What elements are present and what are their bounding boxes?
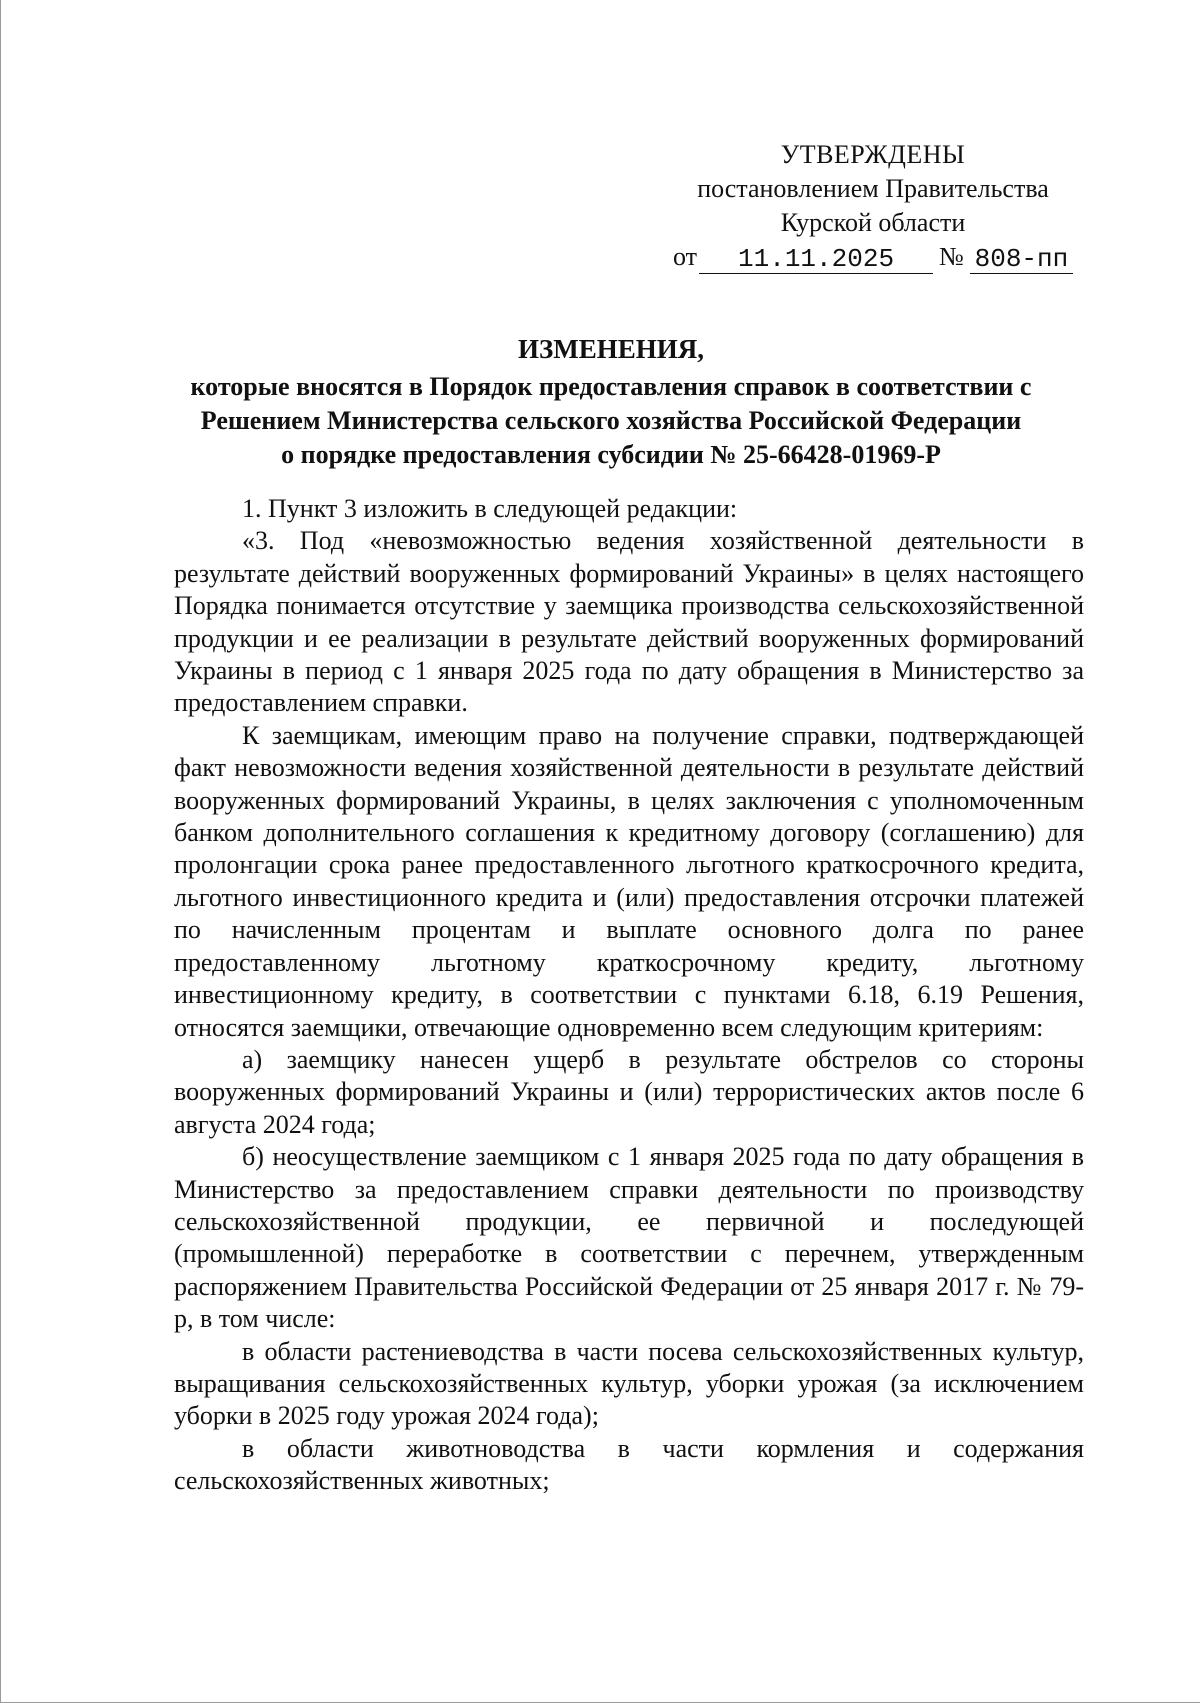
paragraph-6: в области растениеводства в части посева сельскохозяйственных культур, выращивания сельскохозяйственных культур, уборки урожая (за исключением уборки в 2025 году урожая 2024 года);	[174, 1336, 1084, 1431]
approval-line-1: постановлением Правительства	[697, 174, 1049, 203]
heading-line-3: о порядке предоставления субсидии № 25-66428-01969-Р	[281, 440, 941, 469]
date-value: 11.11.2025	[699, 245, 933, 274]
heading-title: ИЗМЕНЕНИЯ,	[517, 334, 704, 364]
paragraph-4: а) заемщику нанесен ущерб в результате обстрелов со стороны вооруженных формирований Украины и (или) террористических актов после 6 августа 2024 года;	[174, 1044, 1084, 1139]
approval-line-2: Курской области	[780, 208, 966, 237]
document-heading	[151, 332, 1071, 472]
approval-date-line	[673, 240, 1073, 274]
date-label: от	[673, 242, 698, 271]
number-value: 808-пп	[970, 245, 1073, 274]
paragraph-2: «3. Под «невозможностью ведения хозяйственной деятельности в результате действий вооруженных формирований Украины» в целях настоящего Порядка понимается отсутствие у заемщика производства сельскохозяйственной продукции и ее реализации в результате действий вооруженных формирований Украины в период с 1 января 2025 года по дату обращения в Министерство за предоставлением справки.	[174, 526, 1084, 718]
paragraph-5: б) неосуществление заемщиком с 1 января 2025 года по дату обращения в Министерство за предоставлением справки деятельности по производству сельскохозяйственной продукции, ее первичной и последующей (промышленной) переработке в соответствии с перечнем, утвержденным распоряжением Правительства Российской Федерации от 25 января 2017 г. № 79-р, в том числе:	[174, 1142, 1084, 1334]
heading-line-1: которые вносятся в Порядок предоставления справок в соответствии с	[190, 372, 1032, 401]
paragraph-1: 1. Пункт 3 изложить в следующей редакции:	[242, 494, 738, 523]
paragraph-3: К заемщикам, имеющим право на получение справки, подтверждающей факт невозможности ведения хозяйственной деятельности в результате действий вооруженных формирований Украины, в целях заключения с уполномоченным банком дополнительного соглашения к кредитному договору (соглашению) для пролонгации срока ранее предоставленного льготного краткосрочного кредита, льготного инвестиционного кредита и (или) предоставления отсрочки платежей по начисленным процентам и выплате основного долга по ранее предоставленному льготному краткосрочному кредиту, льготному инвестиционному кредиту, в соответствии с пунктами 6.18, 6.19 Решения, относятся заемщики, отвечающие одновременно всем следующим критериям:	[174, 720, 1084, 1042]
document-body	[174, 493, 1084, 1498]
heading-line-2: Решением Министерства сельского хозяйства Российской Федерации	[200, 406, 1022, 435]
number-label: №	[939, 242, 964, 271]
approval-stamp	[673, 138, 1073, 274]
paragraph-7: в области животноводства в части кормления и содержания сельскохозяйственных животных;	[174, 1433, 1084, 1496]
approval-title: УТВЕРЖДЕНЫ	[780, 140, 966, 169]
